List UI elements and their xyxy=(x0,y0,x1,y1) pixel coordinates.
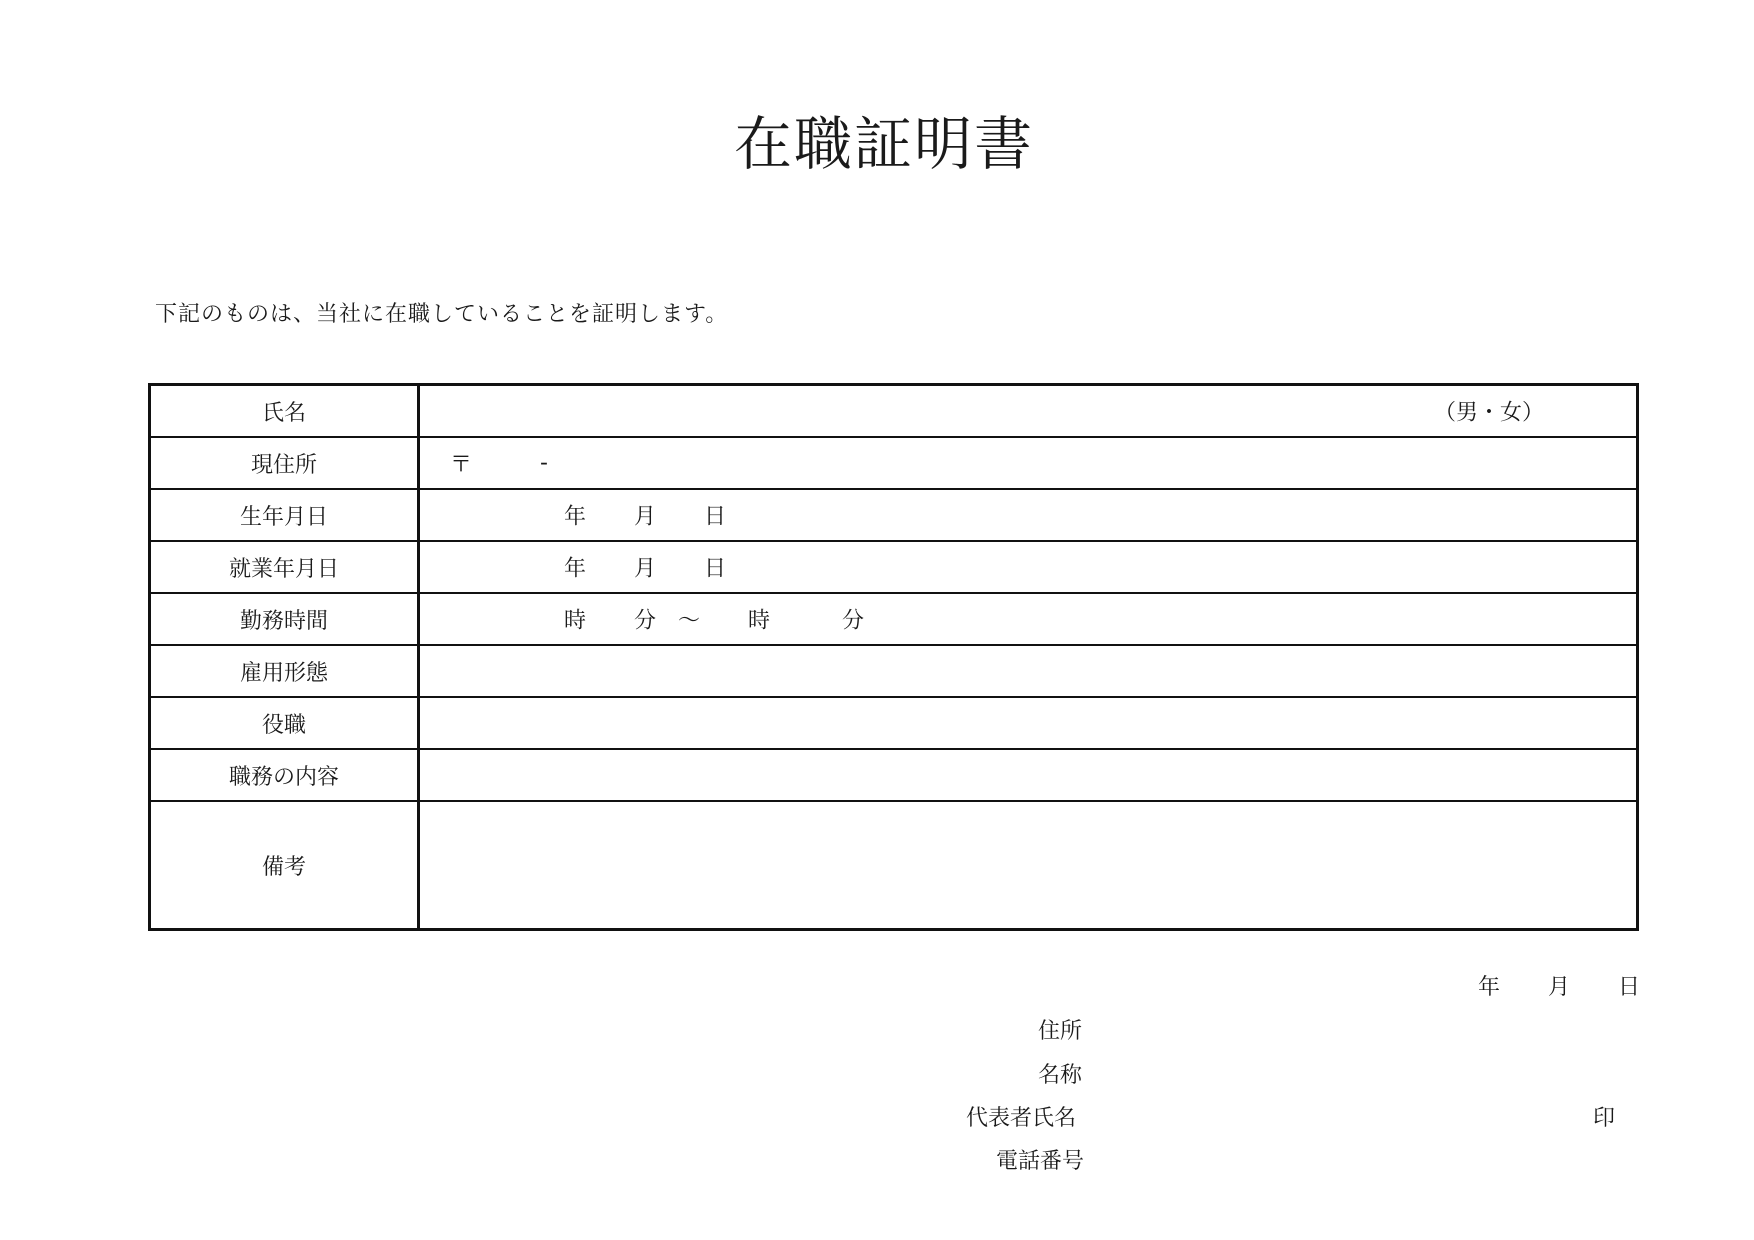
row-birthdate xyxy=(150,489,1638,541)
end-hour-unit: 時 xyxy=(748,608,771,634)
label-remarks: 備考 xyxy=(150,801,419,930)
field-address[interactable] xyxy=(419,437,1638,489)
employment-year-unit: 年 xyxy=(564,556,587,582)
label-employment-type: 雇用形態 xyxy=(150,645,419,697)
employment-day-unit: 日 xyxy=(704,556,727,582)
phone-number-label: 電話番号 xyxy=(996,1149,1085,1174)
end-minute-unit: 分 xyxy=(842,608,865,634)
document-title: 在職証明書 xyxy=(733,110,1034,178)
field-employment-type[interactable] xyxy=(419,645,1638,697)
representative-name-label: 代表者氏名 xyxy=(966,1106,1077,1131)
label-birthdate: 生年月日 xyxy=(150,489,419,541)
field-remarks[interactable] xyxy=(419,801,1638,930)
field-position[interactable] xyxy=(419,697,1638,749)
row-position xyxy=(150,697,1638,749)
postal-dash: - xyxy=(540,450,548,476)
row-address xyxy=(150,437,1638,489)
start-hour-unit: 時 xyxy=(564,608,587,634)
label-position: 役職 xyxy=(150,697,419,749)
row-job-description xyxy=(150,749,1638,801)
issue-month-unit: 月 xyxy=(1548,975,1571,1000)
birth-month-unit: 月 xyxy=(634,504,657,530)
row-remarks xyxy=(150,801,1638,930)
label-address: 現住所 xyxy=(150,437,419,489)
row-employment-type xyxy=(150,645,1638,697)
issue-day-unit: 日 xyxy=(1618,975,1641,1000)
birth-year-unit: 年 xyxy=(564,504,587,530)
range-tilde: ～ xyxy=(678,608,701,634)
seal-mark: 印 xyxy=(1593,1106,1616,1131)
field-job-description[interactable] xyxy=(419,749,1638,801)
field-birthdate[interactable] xyxy=(419,489,1638,541)
company-address-label: 住所 xyxy=(1038,1019,1083,1044)
employment-month-unit: 月 xyxy=(634,556,657,582)
field-name[interactable] xyxy=(419,385,1638,438)
field-employment-date[interactable] xyxy=(419,541,1638,593)
field-working-hours[interactable] xyxy=(419,593,1638,645)
certificate-form-table xyxy=(148,383,1639,931)
birth-day-unit: 日 xyxy=(704,504,727,530)
intro-text: 下記のものは、当社に在職していることを証明します。 xyxy=(155,302,729,327)
row-employment-date xyxy=(150,541,1638,593)
row-working-hours xyxy=(150,593,1638,645)
label-job-description: 職務の内容 xyxy=(150,749,419,801)
label-employment-date: 就業年月日 xyxy=(150,541,419,593)
label-working-hours: 勤務時間 xyxy=(150,593,419,645)
postal-mark: 〒 xyxy=(450,452,473,478)
label-name: 氏名 xyxy=(150,385,419,438)
gender-choice: （男・女） xyxy=(1434,400,1545,426)
row-name xyxy=(150,385,1638,438)
issue-year-unit: 年 xyxy=(1478,975,1501,1000)
company-name-label: 名称 xyxy=(1038,1063,1083,1088)
start-minute-unit: 分 xyxy=(634,608,657,634)
